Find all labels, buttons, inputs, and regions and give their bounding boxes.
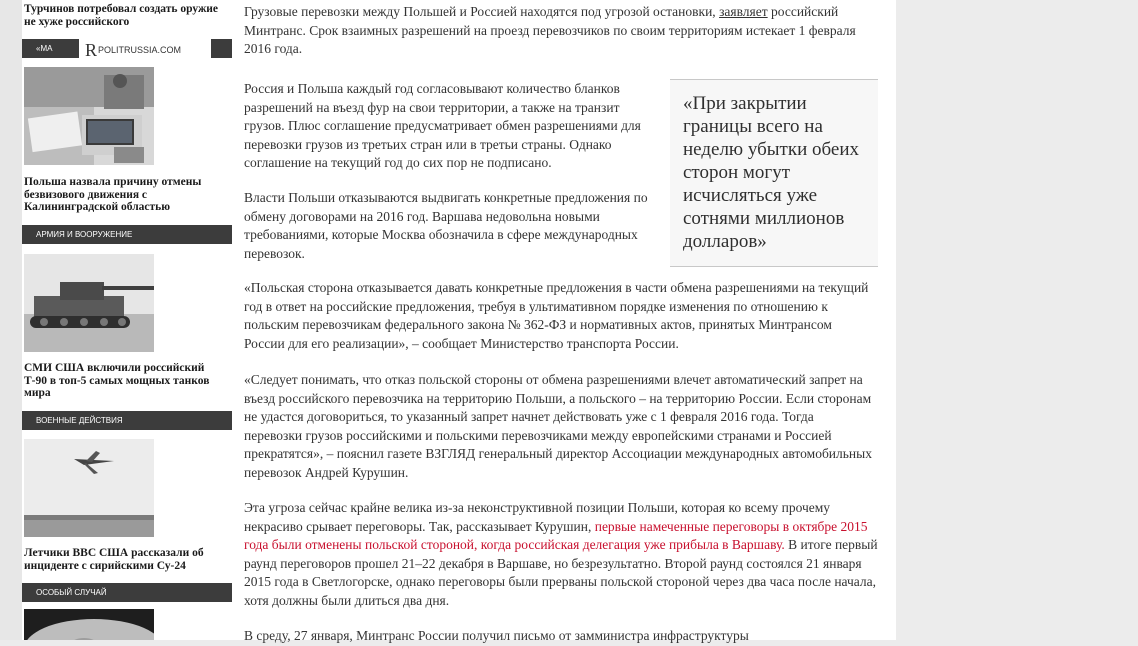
article-paragraph-7: В среду, 27 января, Минтранс России получил письмо от замминистра инфраструктуры: [244, 628, 749, 643]
left-margin: [0, 0, 22, 640]
sidebar-category-4[interactable]: ОСОБЫЙ СЛУЧАЙ: [22, 583, 232, 602]
sidebar: [22, 0, 232, 640]
jet-photo-icon: [24, 439, 154, 537]
tank-photo-icon: [24, 254, 154, 352]
sidebar-category-2[interactable]: АРМИЯ И ВООРУЖЕНИЕ: [22, 225, 232, 244]
moon-photo-icon: [24, 609, 154, 640]
sidebar-headline-4[interactable]: Летчики ВВС США рассказали об инциденте с сирийскими Су-24: [24, 547, 204, 572]
logo-text: POLITRUSSIA.COM: [98, 45, 182, 55]
sidebar-image-moon[interactable]: [24, 609, 154, 640]
pull-quote: [670, 79, 878, 267]
sidebar-image-office[interactable]: [24, 67, 154, 165]
article-paragraph-6: Эта угроза сейчас крайне велика из-за неконструктивной позиции Польши, которая ко всему прочему некрасиво срывает переговоры. Так, рассказывает Курушин, первые намеченные переговоры в октябре 2015 года были отменены польской стороной, когда российская делегация уже прибыла в Варшаву. В итоге первый раунд переговоров прошел 21–22 декабря в Варшаве, но безрезультатно. Второй раунд состоялся 21 января 2015 года в Светлогорске, однако переговоры были прерваны польской стороной через два часа после начала, хотя должны были длиться два дня.: [244, 500, 878, 608]
sidebar-headline-3[interactable]: СМИ США включили российский Т-90 в топ-5 самых мощных танков мира: [24, 362, 210, 399]
sidebar-category-1[interactable]: «МА: [22, 39, 232, 58]
right-margin: [896, 0, 1138, 640]
site-logo[interactable]: [79, 37, 211, 63]
sidebar-category-3[interactable]: ВОЕННЫЕ ДЕЙСТВИЯ: [22, 411, 232, 430]
article-paragraph-4: «Польская сторона отказывается давать конкретные предложения в части обмена разрешениями на текущий год в ответ на российские предложения, требуя в ультимативном порядке изменения по отношению к польским перевозчикам федерального закона № 362-ФЗ и нормативных актов, принятых Минтрансом России для его реализации», – сообщает Министерство транспорта России.: [244, 280, 869, 351]
article-paragraph-5: «Следует понимать, что отказ польской стороны от обмена разрешениями влечет автоматический запрет на въезд российского перевозчика на территорию Польши, а польского – на территорию России. Если сторонам не удастся договориться, то указанный запрет начнет действовать уже с 1 февраля 2016 года. Тогда перевозки грузов российскими и польскими перевозчиками между европейскими странами и Россией прекратятся», – пояснил газете ВЗГЛЯД генеральный директор Ассоциации международных автомобильных перевозок Андрей Курушин.: [244, 372, 872, 480]
logo-letter: R: [85, 39, 98, 60]
sidebar-headline-1[interactable]: Турчинов потребовал создать оружие не хуже российского: [24, 3, 219, 28]
source-link[interactable]: заявляет: [719, 4, 768, 19]
article-paragraph-2: Россия и Польша каждый год согласовывают количество бланков разрешений на въезд фур на свои территории, а также на транзит грузов. Плюс соглашение предусматривает обмен разрешениями для перевозки грузов из третьих стран или в третьи страны. Однако соглашение на текущий год до сих пор не подписано.: [244, 81, 641, 170]
pull-quote-text: «При закрытии границы всего на неделю убытки обеих сторон могут исчисляться уже сотнями миллионов долларов»: [683, 93, 860, 252]
article-paragraph-3: Власти Польши отказываются выдвигать конкретные предложения по обмену договорами на 2016 год. Варшава недовольна новыми требованиями, которые Москва обозначила в сфере международных перевозок.: [244, 190, 648, 261]
negotiations-link[interactable]: первые намеченные переговоры в октябре 2015 года были отменены польской стороной, когда российская делегация уже прибыла в Варшаву.: [244, 518, 868, 552]
sidebar-image-jet[interactable]: [24, 439, 154, 537]
sidebar-image-tank[interactable]: [24, 254, 154, 352]
office-photo-icon: [24, 67, 154, 165]
sidebar-headline-2[interactable]: Польша назвала причину отмены безвизового движения с Калининградской областью: [24, 176, 202, 213]
article-paragraph-1: Грузовые перевозки между Польшей и Россией находятся под угрозой остановки, заявляет российский Минтранс. Срок взаимных разрешений на проезд перевозчиков по своим территориям истекает 1 февраля 2016 года.: [244, 4, 856, 56]
